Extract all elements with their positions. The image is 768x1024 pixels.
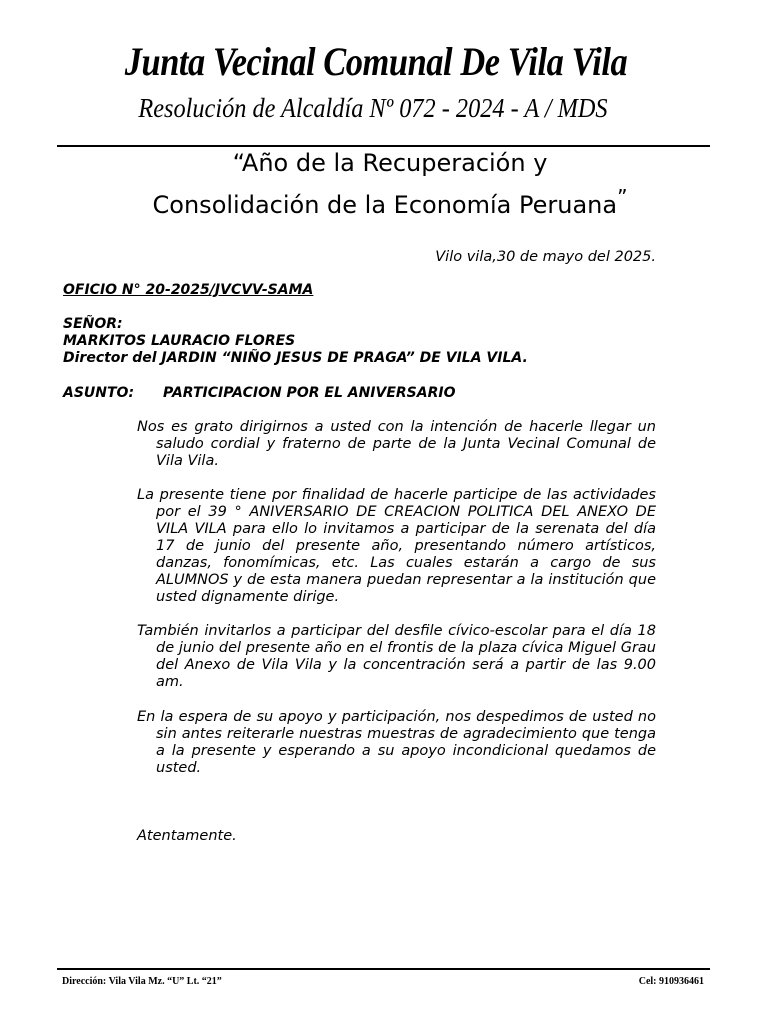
body-paragraph-2: La presente tiene por finalidad de hacerle participe de las actividades por el 39 ° ANIVERSARIO DE CREACION POLITICA DEL ANEXO DE VILA VILA para ello lo invitamos a participar de la serenata del día 17 de junio del presente año, presentando número artísticos, danzas, fonomímicas, etc. Las cuales estarán a cargo de sus ALUMNOS y de esta manera puedan representar a la institución que usted dignamente dirige.	[137, 487, 656, 605]
recipient-block	[63, 316, 528, 367]
recipient-position: Director del JARDIN “NIÑO JESUS DE PRAGA” DE VILA VILA.	[63, 350, 528, 366]
year-motto-line-2	[40, 180, 740, 222]
footer-phone: Cel: 910936461	[638, 976, 704, 987]
subject-line	[63, 385, 455, 401]
office-number: OFICIO N° 20-2025/JVCVV-SAMA	[63, 282, 314, 298]
letter-date: Vilo vila,30 de mayo del 2025.	[435, 249, 656, 265]
subject-label: ASUNTO:	[63, 385, 135, 401]
closing-salutation: Atentamente.	[137, 828, 237, 844]
footer-address: Dirección: Vila Vila Mz. “U” Lt. “21”	[62, 976, 222, 987]
body-paragraph-3: También invitarlos a participar del desfile cívico-escolar para el día 18 de junio del presente año en el frontis de la plaza cívica Miguel Grau del Anexo de Vila Vila y la concentración será a partir de las 9.00 am.	[137, 623, 656, 690]
year-motto	[40, 146, 740, 222]
body-paragraph-4: En la espera de su apoyo y participación, nos despedimos de usted no sin antes reiterarle nuestras muestras de agradecimiento que tenga a la presente y esperando a su apoyo incondicional quedamos de usted.	[137, 709, 656, 776]
body-paragraph-1: Nos es grato dirigirnos a usted con la intención de hacerle llegar un saludo cordial y fraterno de parte de la Junta Vecinal Comunal de Vila Vila.	[137, 419, 656, 469]
recipient-salutation: SEÑOR:	[63, 316, 123, 332]
resolution-subtitle: Resolución de Alcaldía Nº 072 - 2024 - A / MDS	[138, 93, 608, 123]
subject-text: PARTICIPACION POR EL ANIVERSARIO	[163, 385, 456, 401]
year-motto-closing-quote: ”	[617, 185, 628, 209]
year-motto-line-2-text: Consolidación de la Economía Peruana	[152, 191, 618, 219]
organization-title: Junta Vecinal Comunal De Vila Vila	[124, 39, 628, 84]
recipient-name: MARKITOS LAURACIO FLORES	[63, 333, 296, 349]
year-motto-line-1: “Año de la Recuperación y	[232, 149, 548, 177]
footer-divider	[57, 968, 710, 970]
